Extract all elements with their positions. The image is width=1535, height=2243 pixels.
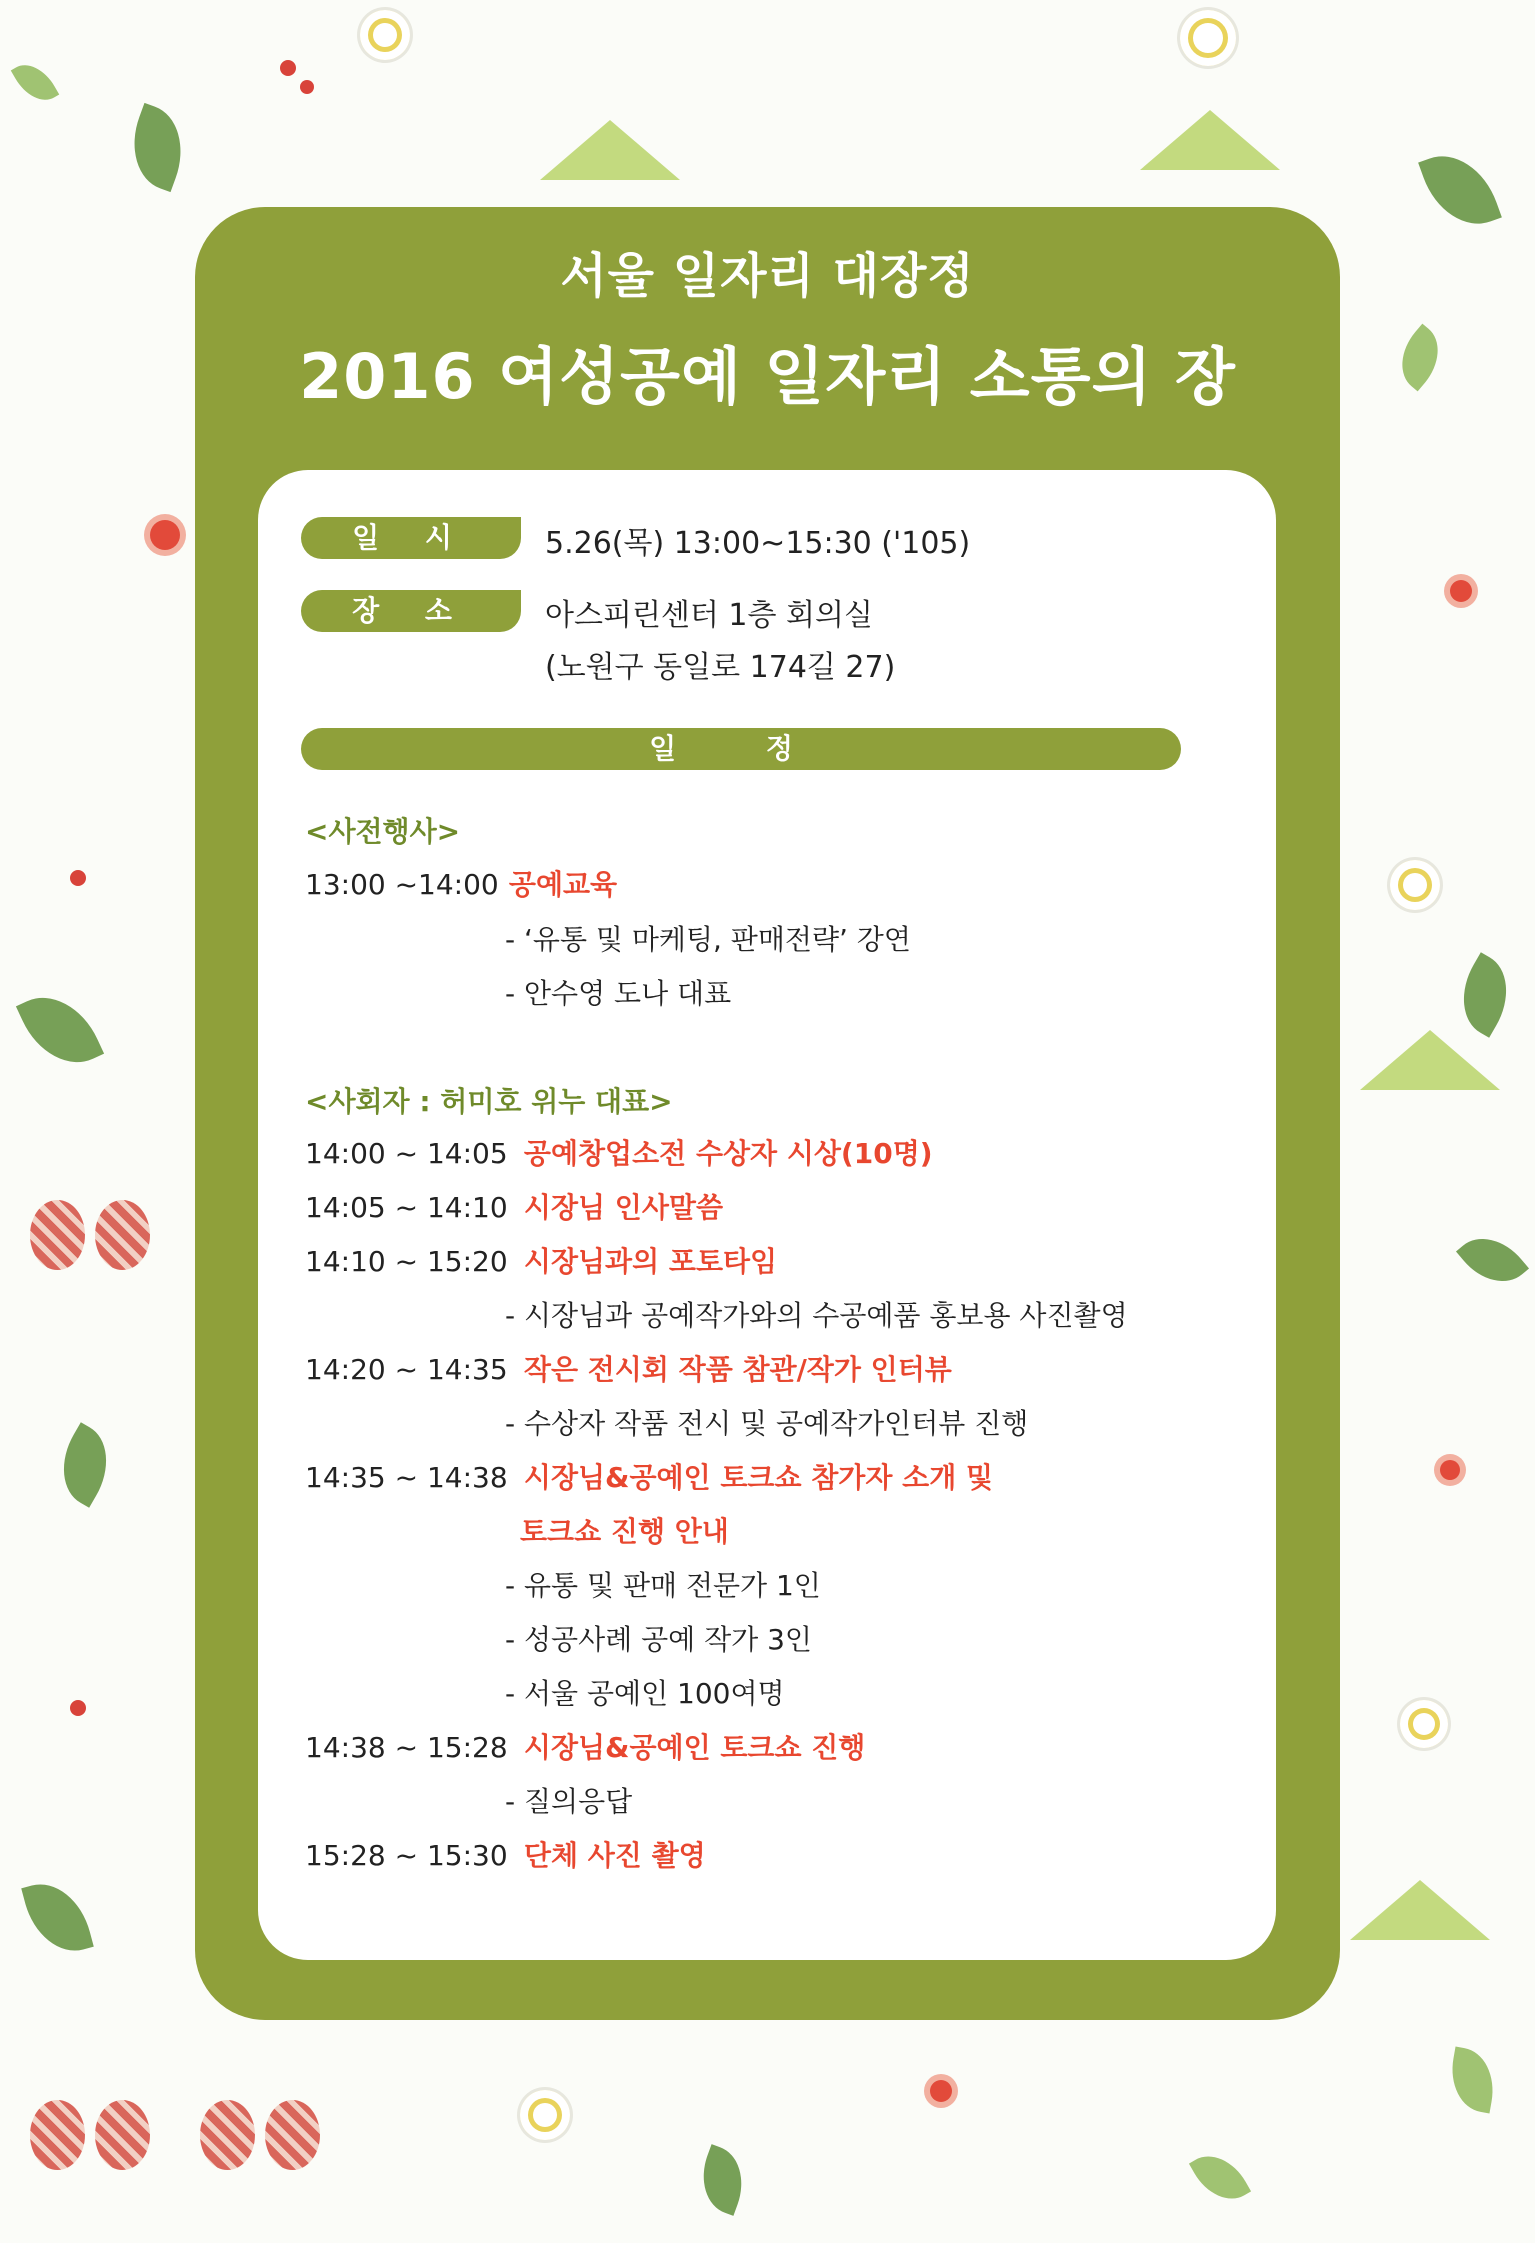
schedule-row (305, 1132, 933, 1172)
schedule-row (305, 1186, 723, 1226)
schedule-label: 일 정 (301, 728, 1181, 770)
red-flower-icon (1440, 1460, 1460, 1480)
place-label: 장 소 (301, 590, 521, 632)
host-header: <사회자 : 허미호 위누 대표> (305, 1085, 673, 1118)
schedule-row (305, 863, 617, 903)
time: 14:38 ~ 15:28 (305, 1731, 508, 1764)
paper-crane-icon (540, 120, 680, 180)
leaf-icon (1446, 952, 1524, 1038)
pre-event-header: <사전행사> (305, 815, 461, 848)
leaf-icon (1445, 2047, 1500, 2114)
leaf-icon (46, 1422, 124, 1508)
white-flower-icon (1400, 1700, 1448, 1748)
ribbon-bow-icon (30, 2100, 150, 2170)
schedule-row (305, 1348, 952, 1388)
schedule-detail: - 서울 공예인 100여명 (505, 1677, 785, 1710)
ribbon-bow-icon (200, 2100, 320, 2170)
schedule-row (305, 1456, 993, 1496)
leaf-icon (21, 1874, 94, 1961)
red-flower-icon (1450, 580, 1472, 602)
subtitle: 서울 일자리 대장정 (560, 248, 975, 304)
place-address: (노원구 동일로 174길 27) (545, 650, 896, 685)
event-title: 단체 사진 촬영 (523, 1839, 706, 1872)
time: 14:35 ~ 14:38 (305, 1461, 508, 1494)
schedule-detail: - 시장님과 공예작가와의 수공예품 홍보용 사진촬영 (505, 1299, 1128, 1332)
event-title: 시장님 인사말씀 (523, 1191, 723, 1224)
info-panel (258, 470, 1276, 1960)
leaf-icon (1418, 142, 1502, 238)
berry-icon (280, 60, 296, 76)
event-title: 공예교육 (508, 868, 618, 901)
event-title: 시장님&공예인 토크쇼 참가자 소개 및 (523, 1461, 994, 1494)
white-flower-icon (360, 10, 410, 60)
event-title: 공예창업소전 수상자 시상(10명) (523, 1137, 933, 1170)
leaf-icon (1387, 324, 1453, 392)
schedule-row (305, 1240, 777, 1280)
time: 14:05 ~ 14:10 (305, 1191, 508, 1224)
berry-icon (70, 870, 86, 886)
red-flower-icon (150, 520, 180, 550)
paper-crane-icon (1140, 110, 1280, 170)
schedule-detail: - ‘유통 및 마케팅, 판매전략’ 강연 (505, 923, 911, 956)
leaf-icon (691, 2144, 754, 2216)
paper-crane-icon (1350, 1880, 1490, 1940)
event-title: 작은 전시회 작품 참관/작가 인터뷰 (523, 1353, 952, 1386)
berry-icon (300, 80, 314, 94)
page-title: 2016 여성공예 일자리 소통의 장 (299, 340, 1236, 413)
event-title-continued: 토크쇼 진행 안내 (520, 1515, 729, 1548)
schedule-row (305, 1726, 865, 1766)
white-flower-icon (1390, 860, 1440, 910)
white-flower-icon (520, 2090, 570, 2140)
date-value: 5.26(목) 13:00~15:30 ('105) (545, 526, 971, 561)
ribbon-bow-icon (30, 1200, 150, 1270)
leaf-icon (1456, 1223, 1529, 1298)
schedule-detail: - 유통 및 판매 전문가 1인 (505, 1569, 821, 1602)
red-flower-icon (930, 2080, 952, 2102)
leaf-icon (119, 103, 196, 192)
schedule-detail: - 수상자 작품 전시 및 공예작가인터뷰 진행 (505, 1407, 1029, 1440)
schedule-detail: - 질의응답 (505, 1785, 633, 1818)
time: 14:10 ~ 15:20 (305, 1245, 508, 1278)
event-title: 시장님과의 포토타임 (523, 1245, 778, 1278)
leaf-icon (16, 981, 104, 1079)
leaf-icon (11, 56, 59, 110)
event-card (195, 207, 1340, 2020)
schedule-detail: - 안수영 도나 대표 (505, 977, 732, 1010)
leaf-icon (1189, 2144, 1251, 2212)
time: 14:20 ~ 14:35 (305, 1353, 508, 1386)
berry-icon (70, 1700, 86, 1716)
white-flower-icon (1180, 10, 1236, 66)
schedule-row (305, 1834, 706, 1874)
time: 15:28 ~ 15:30 (305, 1839, 508, 1872)
schedule-detail: - 성공사례 공예 작가 3인 (505, 1623, 812, 1656)
time: 13:00 ~14:00 (305, 868, 499, 901)
place-value: 아스피린센터 1층 회의실 (545, 598, 873, 633)
date-label: 일 시 (301, 517, 521, 559)
time: 14:00 ~ 14:05 (305, 1137, 508, 1170)
event-title: 시장님&공예인 토크쇼 진행 (523, 1731, 866, 1764)
paper-crane-icon (1360, 1030, 1500, 1090)
